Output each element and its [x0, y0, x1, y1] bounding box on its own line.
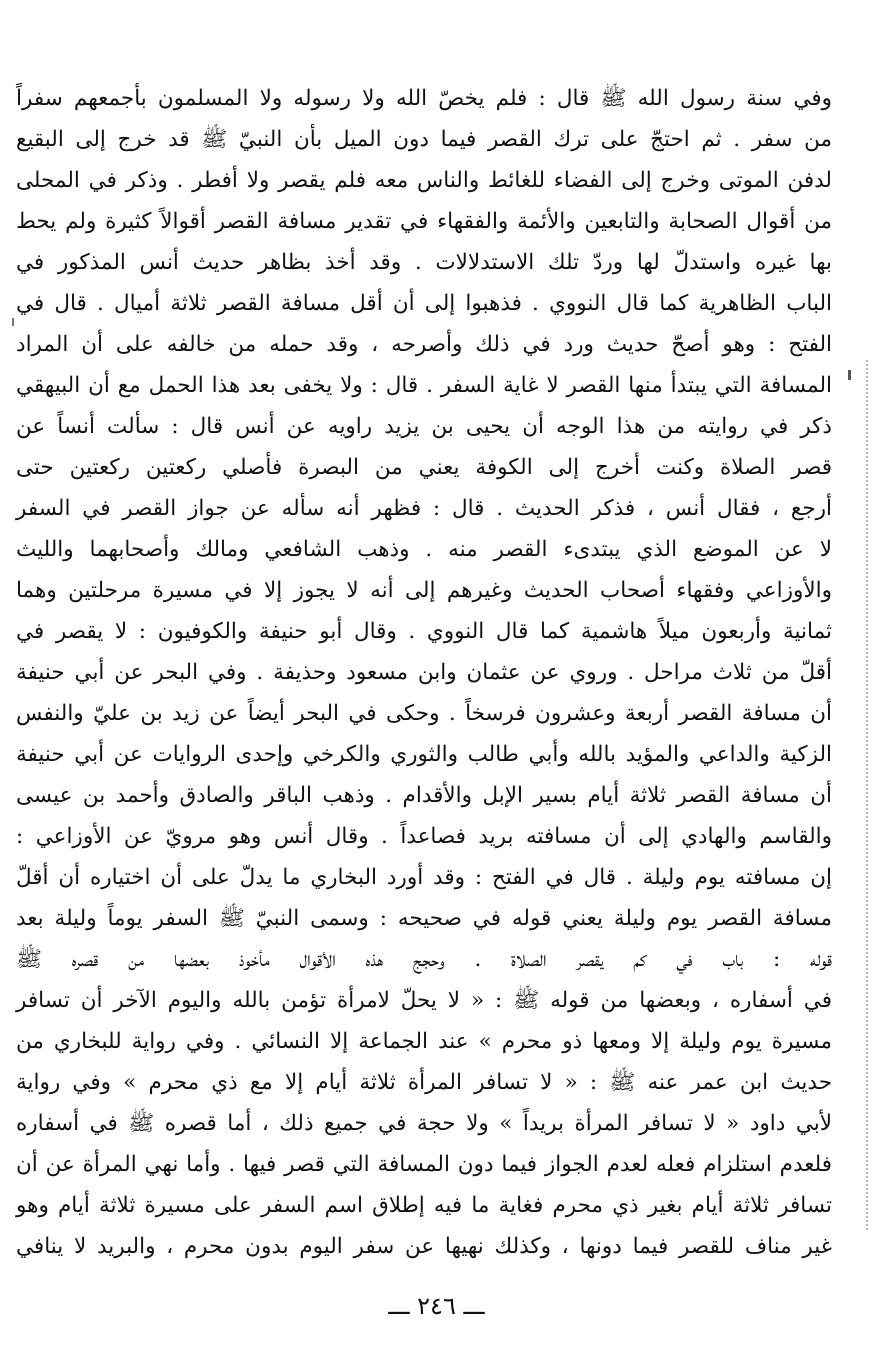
page-number: ـــ ٢٤٦ ـــ [388, 1292, 485, 1320]
text-line: لدفن الموتى وخرج إلى الفضاء للغائط والناس معه فلم يقصر ولا أفطر . وذكر في المحلى [16, 168, 832, 193]
text-line: الزكية والداعي والمؤيد بالله وأبي طالب والثوري والكرخي وإحدى الروايات عن أبي حنيفة [16, 742, 832, 767]
text-line: تسافر ثلاثة أيام بغير ذي محرم فغاية ما فيه إطلاق اسم السفر على مسيرة ثلاثة أيام وهو [16, 1193, 832, 1218]
text-line: مسيرة يوم وليلة إلا ومعها ذو محرم » عند الجماعة إلا النسائي . وفي رواية للبخاري من [16, 1029, 832, 1054]
text-line: من سفر . ثم احتجّ على ترك القصر فيما دون الميل بأن النبيّ ﷺ قد خرج إلى البقيع [16, 127, 832, 152]
text-line: من أقوال الصحابة والتابعين والأئمة والفقهاء في تقدير مسافة القصر أقوالاً كثيرة ولم يحط [16, 209, 832, 234]
text-line: لأبي داود « لا تسافر المرأة بريداً » ولا حجة في جميع ذلك ، أما قصره ﷺ في أسفاره [16, 1111, 832, 1136]
text-line: وفي سنة رسول الله ﷺ قال : فلم يخصّ الله ولا رسوله ولا المسلمون بأجمعهم سفراً [16, 86, 832, 111]
text-line: أن مسافة القصر ثلاثة أيام بسير الإبل والأقدام . وذهب الباقر والصادق وأحمد بن عيسى [16, 783, 832, 808]
text-line: في أسفاره ، وبعضها من قوله ﷺ : « لا يحلّ لامرأة تؤمن بالله واليوم الآخر أن تسافر [16, 988, 832, 1013]
text-line: الباب الظاهرية كما قال النووي . فذهبوا إلى أن أقل مسافة القصر ثلاثة أميال . قال في [16, 291, 832, 316]
text-line: والأوزاعي وفقهاء أصحاب الحديث وغيرهم إلى أنه لا يجوز إلا في مسيرة مرحلتين وهما [16, 578, 832, 603]
text-line: الفتح : وهو أصحّ حديث ورد في ذلك وأصرحه ، وقد حمله من خالفه على أن المراد [16, 332, 832, 357]
text-line: بها غيره واستدلّ لها وردّ تلك الاستدلالات . وقد أخذ بظاهر حديث أنس المذكور في [16, 250, 832, 275]
text-line: أن مسافة القصر أربعة وعشرون فرسخاً . وحكى في البحر أيضاً عن زيد بن عليّ والنفس [16, 701, 832, 726]
text-line: المسافة التي يبتدأ منها القصر لا غاية السفر . قال : ولا يخفى بعد هذا الحمل مع أن البيهقي [16, 373, 832, 398]
text-line: لا عن الموضع الذي يبتدىء القصر منه . وذهب الشافعي ومالك وأصحابهما والليث [16, 537, 832, 562]
text-line: أقلّ من ثلاث مراحل . وروي عن عثمان وابن مسعود وحذيفة . وفي البحر عن أبي حنيفة [16, 660, 832, 685]
text-line: قصر الصلاة وكنت أخرج إلى الكوفة يعني من البصرة فأصلي ركعتين ركعتين حتى [16, 455, 832, 480]
text-line: مسافة القصر يوم وليلة يعني قوله في صحيحه : وسمى النبيّ ﷺ السفر يوماً وليلة بعد [16, 906, 832, 931]
text-line: إن مسافته يوم وليلة . قال في الفتح : وقد أورد البخاري ما يدلّ على أن اختياره أن أقلّ [16, 865, 832, 890]
text-line: فلعدم استلزام فعله لعدم الجواز فيما دون المسافة التي قصر فيها . وأما نهي المرأة عن أن [16, 1152, 832, 1177]
scan-margin-dotted-rule [866, 360, 868, 1230]
scan-edge-mark [12, 318, 14, 326]
text-line: حديث ابن عمر عنه ﷺ : « لا تسافر المرأة ثلاثة أيام إلا مع ذي محرم » وفي رواية [16, 1070, 832, 1095]
text-line: ثمانية وأربعون ميلاً هاشمية كما قال النووي . وقال أبو حنيفة والكوفيون : لا يقصر في [16, 619, 832, 644]
text-line: غير مناف للقصر فيما دونها ، وكذلك نهيها عن سفر اليوم بدون محرم ، والبريد لا ينافي [16, 1234, 832, 1259]
body-text [16, 78, 832, 1267]
text-line: ذكر في روايته من هذا الوجه أن يحيى بن يزيد راويه عن أنس قال : سألت أنساً عن [16, 414, 832, 439]
text-line: والقاسم والهادي إلى أن مسافته بريد فصاعداً . وقال أنس وهو مرويّ عن الأوزاعي : [16, 824, 832, 849]
text-line: أرجع ، فقال أنس ، فذكر الحديث . قال : فظهر أنه سأله عن جواز القصر في السفر [16, 496, 832, 521]
scan-margin-mark [848, 370, 851, 380]
text-line: قوله : باب في كم يقصر الصلاة . وحجج هذه الأقوال مأخوذ بعضها من قصره ﷺ [16, 947, 832, 972]
